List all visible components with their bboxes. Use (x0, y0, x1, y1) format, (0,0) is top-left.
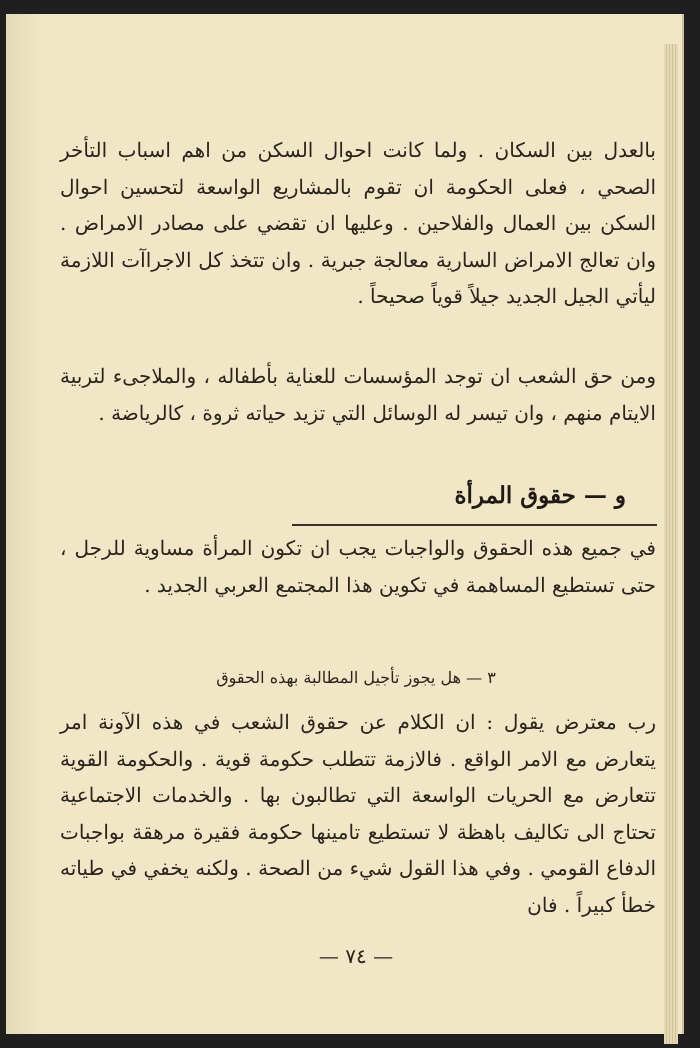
paragraph-3: في جميع هذه الحقوق والواجبات يجب ان تكون المرأة مساوية للرجل ، حتى تستطيع المساهمة في تكوين هذا المجتمع العربي الجديد . (60, 536, 656, 597)
paragraph-2: ومن حق الشعب ان توجد المؤسسات للعناية بأطفاله ، والملاجىء لتربية الايتام منهم ، وان تيسر له الوسائل التي تزيد حياته ثروة ، كالرياضة . (60, 364, 656, 425)
section-title: و — حقوق المرأة (454, 482, 626, 509)
title-underline (292, 524, 657, 526)
body-text-top (60, 132, 656, 470)
page-number: — ٧٤ — (318, 944, 394, 968)
page-edges (664, 44, 678, 1044)
paragraph-4: رب معترض يقول : ان الكلام عن حقوق الشعب في هذه الآونة امر يتعارض مع الامر الواقع . فالازمة تتطلب حكومة قوية . والحكومة القوية تتعارض مع الحريات الواسعة التي تطالبون بها . والخدمات الاجتماعية تحتاج الى تكاليف باهظة لا تستطيع تامينها حكومة فقيرة مرهقة بواجبات الدفاع القومي . وفي هذا القول شيء من الصحة . ولكنه يخفي في طياته خطأ كبيراً . فان (60, 710, 657, 917)
page-sheet (6, 14, 684, 1034)
subheading: ٣ — هل يجوز تأجيل المطالبة بهذه الحقوق (216, 668, 496, 687)
paragraph-1: بالعدل بين السكان . ولما كانت احوال السكن من اهم اسباب التأخر الصحي ، فعلى الحكومة ان تقوم بالمشاريع الواسعة لتحسين احوال السكن بين العمال والفلاحين . وعليها ان تقضي على مصادر الامراض . وان تعالج الامراض السارية معالجة جبرية . وان تتخذ كل الاجراآت اللازمة ليأتي الجيل الجديد جيلاً قوياً صحيحاً . (60, 138, 657, 308)
